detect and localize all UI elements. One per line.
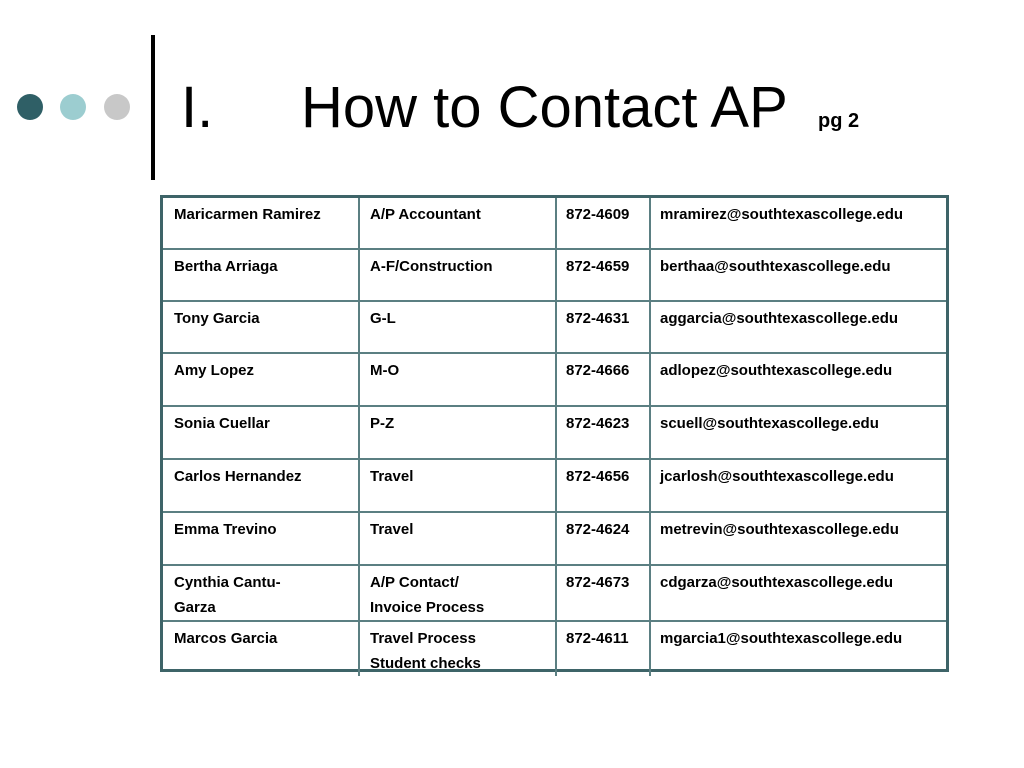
table-row bbox=[163, 301, 946, 353]
contact-role-cell-line: Invoice Process bbox=[370, 599, 485, 616]
contact-role-cell-line: M-O bbox=[370, 362, 400, 379]
table-row bbox=[163, 249, 946, 301]
contact-phone-cell: 872-4656 bbox=[556, 459, 650, 512]
contact-name-cell bbox=[163, 406, 359, 459]
contact-email-cell: scuell@southtexascollege.edu bbox=[650, 406, 946, 459]
contact-phone-cell: 872-4659 bbox=[556, 249, 650, 301]
contact-phone-cell: 872-4673 bbox=[556, 565, 650, 621]
contact-name-cell-line: Amy Lopez bbox=[174, 362, 255, 379]
decorative-dot-dark bbox=[17, 94, 43, 120]
contact-phone-cell: 872-4631 bbox=[556, 301, 650, 353]
contact-name-cell bbox=[163, 565, 359, 621]
contact-role-cell-line: P-Z bbox=[370, 415, 395, 432]
contact-role-cell bbox=[359, 249, 556, 301]
contact-role-cell bbox=[359, 512, 556, 565]
table-row bbox=[163, 198, 946, 249]
contact-role-cell bbox=[359, 198, 556, 249]
contact-email-cell: cdgarza@southtexascollege.edu bbox=[650, 565, 946, 621]
contact-role-cell bbox=[359, 459, 556, 512]
contact-role-cell-line: A/P Contact/ bbox=[370, 574, 459, 591]
contact-name-cell bbox=[163, 353, 359, 406]
table-row bbox=[163, 512, 946, 565]
contact-name-cell-line: Carlos Hernandez bbox=[174, 468, 302, 485]
table-row bbox=[163, 459, 946, 512]
contact-role-cell bbox=[359, 353, 556, 406]
contact-name-cell-line: Garza bbox=[174, 599, 216, 616]
contact-phone-cell: 872-4623 bbox=[556, 406, 650, 459]
contact-name-cell bbox=[163, 198, 359, 249]
contact-name-cell bbox=[163, 459, 359, 512]
contact-role-cell-line: Travel bbox=[370, 521, 414, 538]
contact-role-cell-line: G-L bbox=[370, 310, 396, 327]
contact-email-cell: berthaa@southtexascollege.edu bbox=[650, 249, 946, 301]
contact-email-cell: mgarcia1@southtexascollege.edu bbox=[650, 621, 946, 676]
contact-phone-cell: 872-4611 bbox=[556, 621, 650, 676]
contact-role-cell-line: Student checks bbox=[370, 655, 481, 672]
contact-name-cell-line: Marcos Garcia bbox=[174, 630, 278, 647]
table-row bbox=[163, 406, 946, 459]
contact-email-cell: adlopez@southtexascollege.edu bbox=[650, 353, 946, 406]
decorative-dot-gray bbox=[104, 94, 130, 120]
contact-name-cell bbox=[163, 512, 359, 565]
title-page-suffix: pg 2 bbox=[818, 110, 860, 132]
contact-role-cell bbox=[359, 301, 556, 353]
contact-phone-cell: 872-4624 bbox=[556, 512, 650, 565]
contact-email-cell: aggarcia@southtexascollege.edu bbox=[650, 301, 946, 353]
contact-role-cell-line: A/P Accountant bbox=[370, 206, 481, 223]
table-row bbox=[163, 565, 946, 621]
contact-role-cell bbox=[359, 621, 556, 676]
table-row bbox=[163, 621, 946, 676]
contact-role-cell bbox=[359, 406, 556, 459]
contact-email-cell: metrevin@southtexascollege.edu bbox=[650, 512, 946, 565]
contact-name-cell-line: Tony Garcia bbox=[174, 310, 260, 327]
title-number: I. bbox=[181, 75, 214, 140]
contact-role-cell bbox=[359, 565, 556, 621]
contact-name-cell bbox=[163, 621, 359, 676]
contact-name-cell-line: Bertha Arriaga bbox=[174, 258, 278, 275]
contacts-table bbox=[163, 198, 946, 676]
title-divider-line bbox=[151, 35, 155, 180]
contact-role-cell-line: Travel bbox=[370, 468, 414, 485]
decorative-dot-light bbox=[60, 94, 86, 120]
contact-role-cell-line: Travel Process bbox=[370, 630, 476, 647]
table-row bbox=[163, 353, 946, 406]
contact-email-cell: jcarlosh@southtexascollege.edu bbox=[650, 459, 946, 512]
contact-name-cell-line: Sonia Cuellar bbox=[174, 415, 270, 432]
contact-name-cell-line: Cynthia Cantu- bbox=[174, 574, 281, 591]
contact-name-cell-line: Maricarmen Ramirez bbox=[174, 206, 321, 223]
contact-name-cell-line: Emma Trevino bbox=[174, 521, 277, 538]
contact-role-cell-line: A-F/Construction bbox=[370, 258, 493, 275]
contact-name-cell bbox=[163, 249, 359, 301]
contacts-table-frame bbox=[160, 195, 949, 672]
contact-phone-cell: 872-4666 bbox=[556, 353, 650, 406]
contact-phone-cell: 872-4609 bbox=[556, 198, 650, 249]
contact-email-cell: mramirez@southtexascollege.edu bbox=[650, 198, 946, 249]
title-text: How to Contact AP bbox=[301, 75, 788, 140]
contact-name-cell bbox=[163, 301, 359, 353]
